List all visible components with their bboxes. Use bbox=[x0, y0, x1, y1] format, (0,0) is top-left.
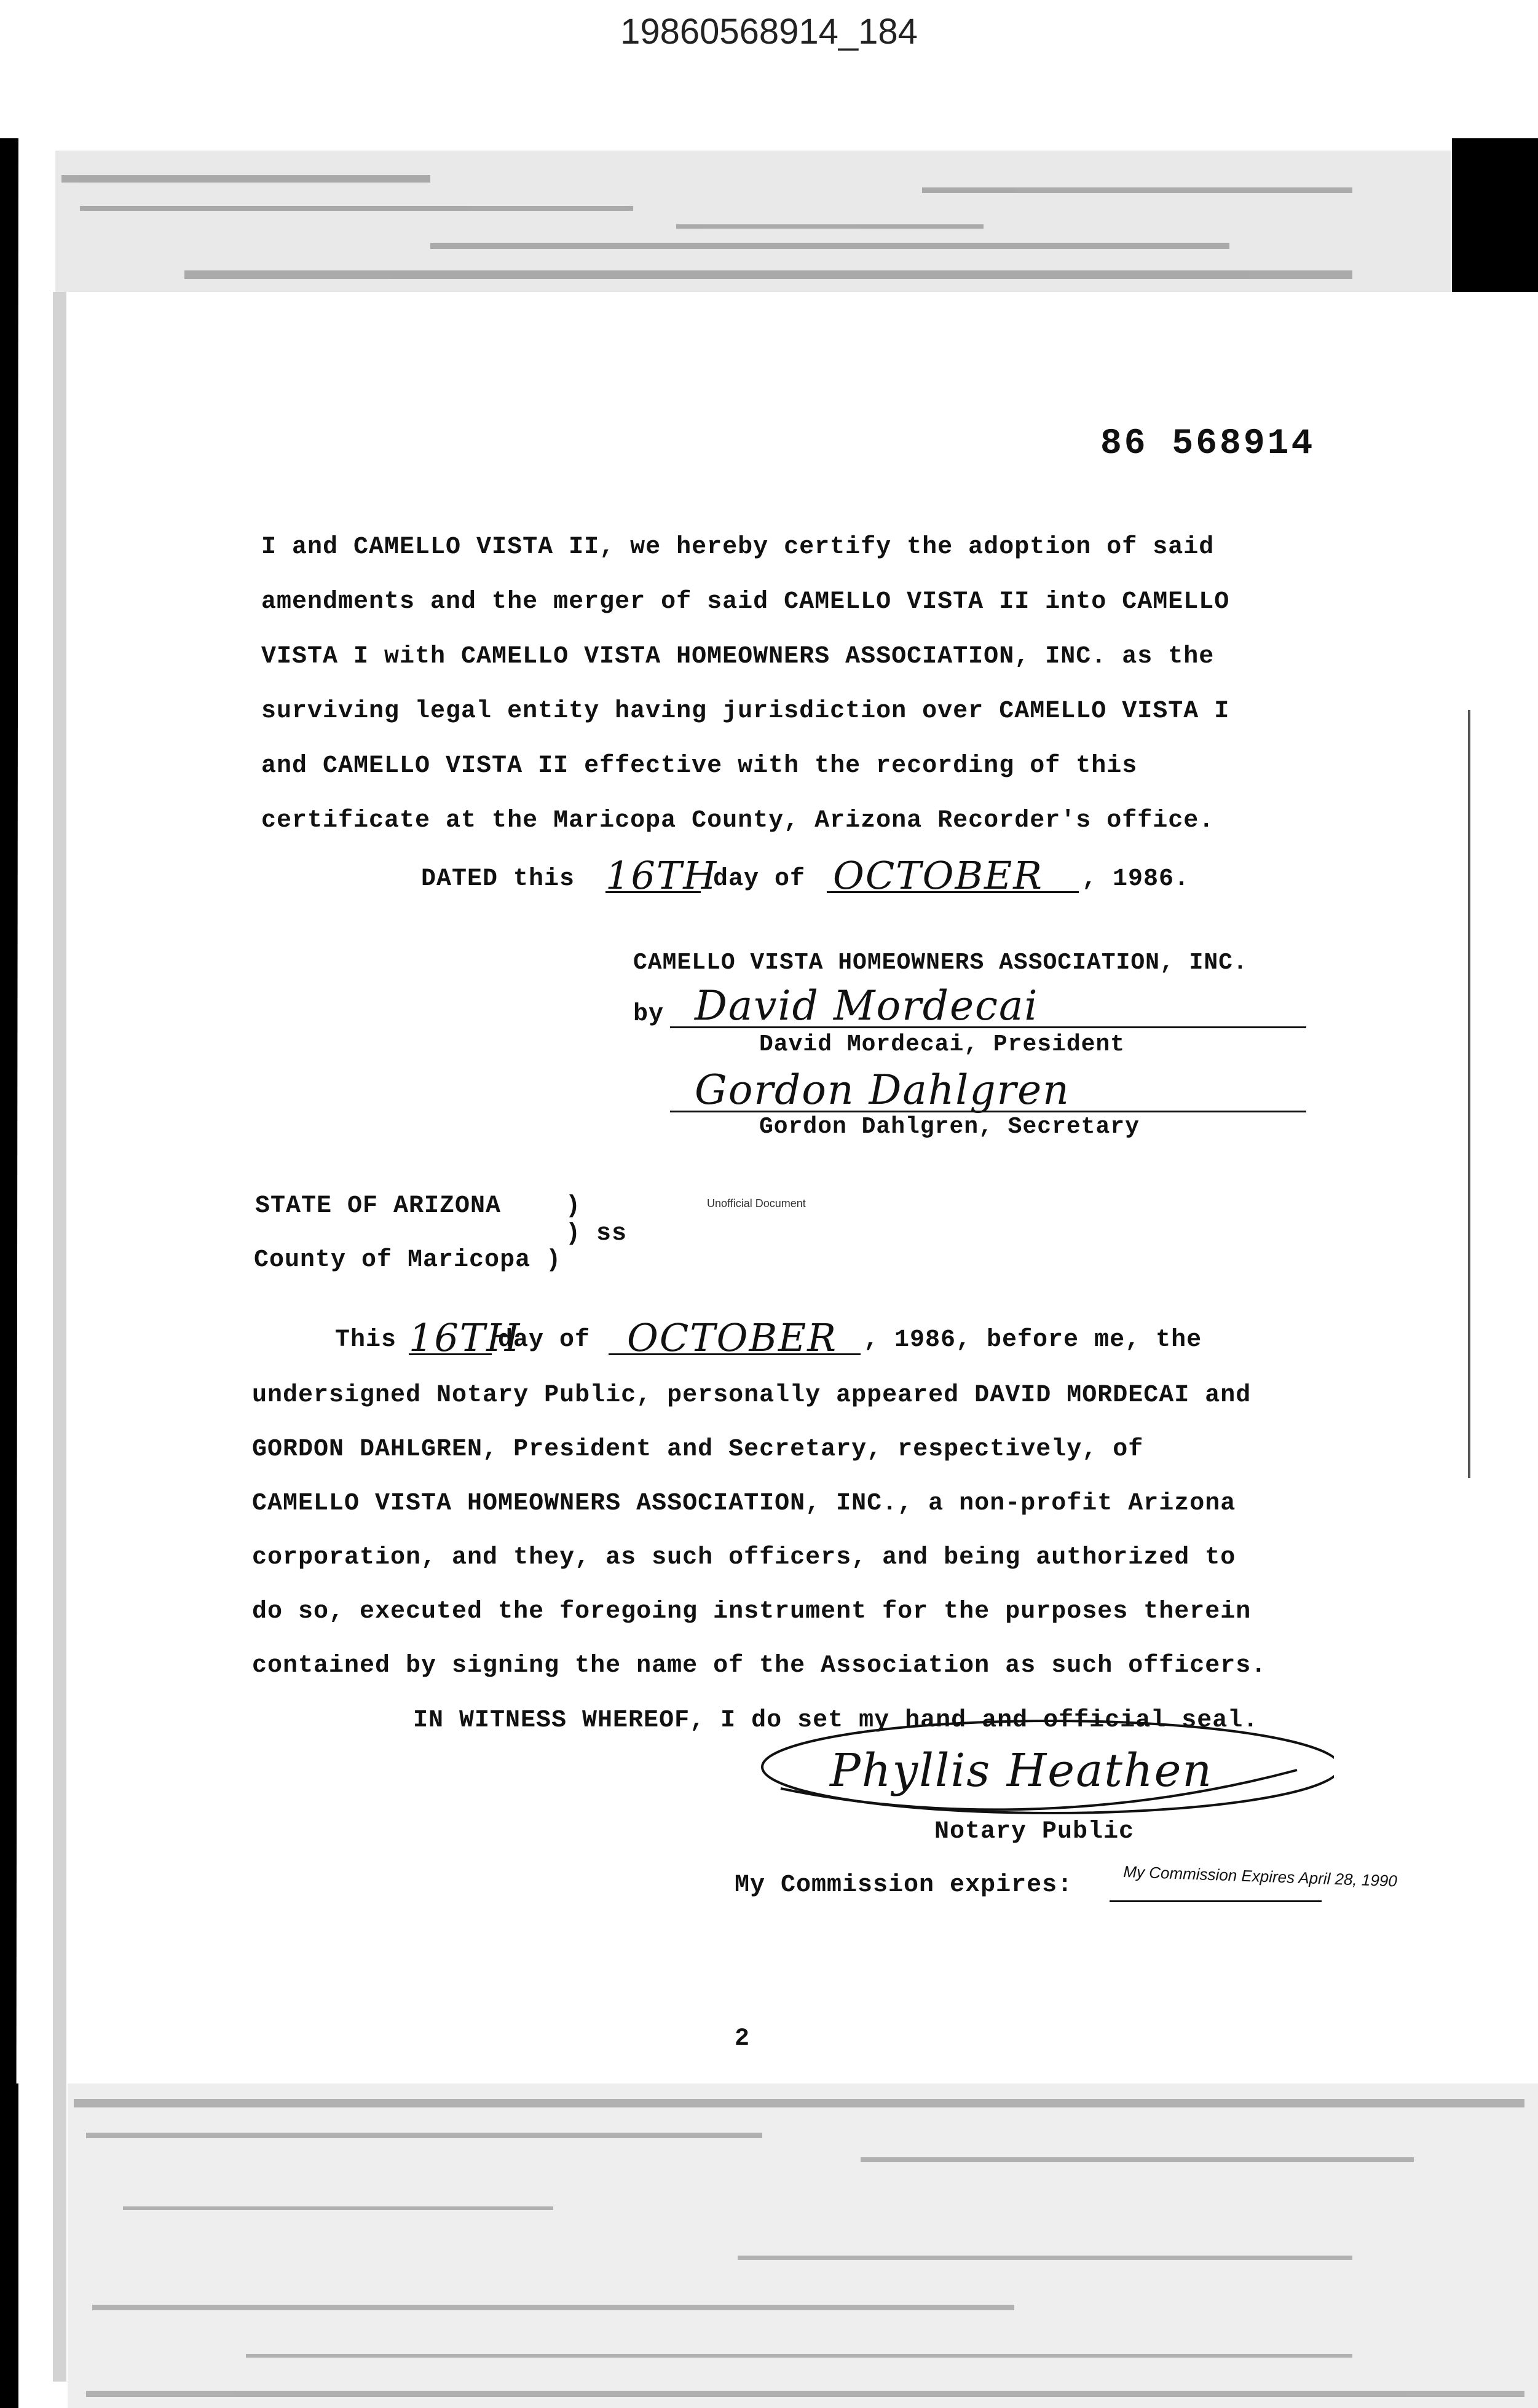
ack-line1-suffix: , 1986, before me, the bbox=[864, 1326, 1202, 1354]
ack-day-of: day of bbox=[498, 1326, 591, 1354]
commission-stamp: My Commission Expires April 28, 1990 bbox=[1122, 1862, 1398, 1891]
paragraph-line: corporation, and they, as such officers, and being authorized to bbox=[252, 1544, 1236, 1572]
venue-ss: ) ss bbox=[566, 1220, 628, 1248]
notary-label: Notary Public bbox=[934, 1818, 1135, 1846]
paragraph-line: certificate at the Maricopa County, Arizona Recorder's office. bbox=[261, 807, 1215, 835]
paragraph-line: undersigned Notary Public, personally appeared DAVID MORDECAI and bbox=[252, 1382, 1252, 1409]
document-id: 19860568914_184 bbox=[620, 12, 918, 52]
dated-month-handwritten: OCTOBER bbox=[833, 853, 1043, 898]
bottom-scan-noise bbox=[0, 2083, 1538, 2408]
dated-day-handwritten: 16TH bbox=[605, 853, 718, 898]
ack-this: This bbox=[335, 1326, 397, 1354]
paragraph-line: surviving legal entity having jurisdiction over CAMELLO VISTA I bbox=[261, 698, 1230, 725]
commission-label: My Commission expires: bbox=[735, 1871, 1073, 1899]
paragraph-line: GORDON DAHLGREN, President and Secretary, respectively, of bbox=[252, 1436, 1144, 1463]
venue-county: County of Maricopa ) bbox=[254, 1246, 562, 1274]
witness-clause: IN WITNESS WHEREOF, I do set my hand and official seal. bbox=[413, 1707, 1259, 1734]
certification-paragraph bbox=[261, 533, 1229, 862]
paragraph-line: CAMELLO VISTA HOMEOWNERS ASSOCIATION, INC., a non-profit Arizona bbox=[252, 1490, 1236, 1517]
president-signature: David Mordecai bbox=[695, 982, 1039, 1029]
dated-year: , 1986. bbox=[1082, 865, 1190, 893]
dated-month-field bbox=[827, 853, 1079, 898]
paragraph-line: VISTA I with CAMELLO VISTA HOMEOWNERS ASSOCIATION, INC. as the bbox=[261, 643, 1215, 671]
paragraph-line: amendments and the merger of said CAMELLO VISTA II into CAMELLO bbox=[261, 588, 1230, 616]
acknowledgment-paragraph bbox=[252, 1382, 1266, 1706]
ack-month-handwritten: OCTOBER bbox=[627, 1315, 837, 1360]
president-signature-line bbox=[670, 982, 1306, 1028]
dated-label: DATED this bbox=[421, 865, 575, 893]
association-name: CAMELLO VISTA HOMEOWNERS ASSOCIATION, INC. bbox=[633, 950, 1248, 976]
by-label: by bbox=[633, 1001, 664, 1028]
unofficial-watermark: Unofficial Document bbox=[707, 1197, 806, 1210]
page-number: 2 bbox=[735, 2025, 751, 2053]
recording-number: 86 568914 bbox=[1100, 424, 1315, 464]
notary-signature: Phyllis Heathen bbox=[830, 1744, 1213, 1797]
venue-state: STATE OF ARIZONA bbox=[255, 1192, 502, 1220]
secretary-signature-line bbox=[670, 1066, 1306, 1112]
president-caption: David Mordecai, President bbox=[759, 1031, 1126, 1058]
scan-artifacts bbox=[0, 138, 1538, 2408]
paragraph-line: and CAMELLO VISTA II effective with the recording of this bbox=[261, 752, 1138, 780]
secretary-signature: Gordon Dahlgren bbox=[695, 1066, 1070, 1114]
dated-day-field bbox=[605, 853, 718, 898]
dated-day-of: day of bbox=[713, 865, 806, 893]
ack-day-field bbox=[409, 1315, 521, 1360]
ack-day-handwritten: 16TH bbox=[409, 1315, 521, 1360]
secretary-caption: Gordon Dahlgren, Secretary bbox=[759, 1114, 1140, 1140]
venue-paren: ) bbox=[566, 1192, 582, 1220]
paragraph-line: contained by signing the name of the Association as such officers. bbox=[252, 1652, 1267, 1680]
paragraph-line: do so, executed the foregoing instrument for the purposes therein bbox=[252, 1598, 1252, 1626]
paragraph-line: I and CAMELLO VISTA II, we hereby certify the adoption of said bbox=[261, 533, 1215, 561]
ack-month-field bbox=[609, 1315, 861, 1360]
